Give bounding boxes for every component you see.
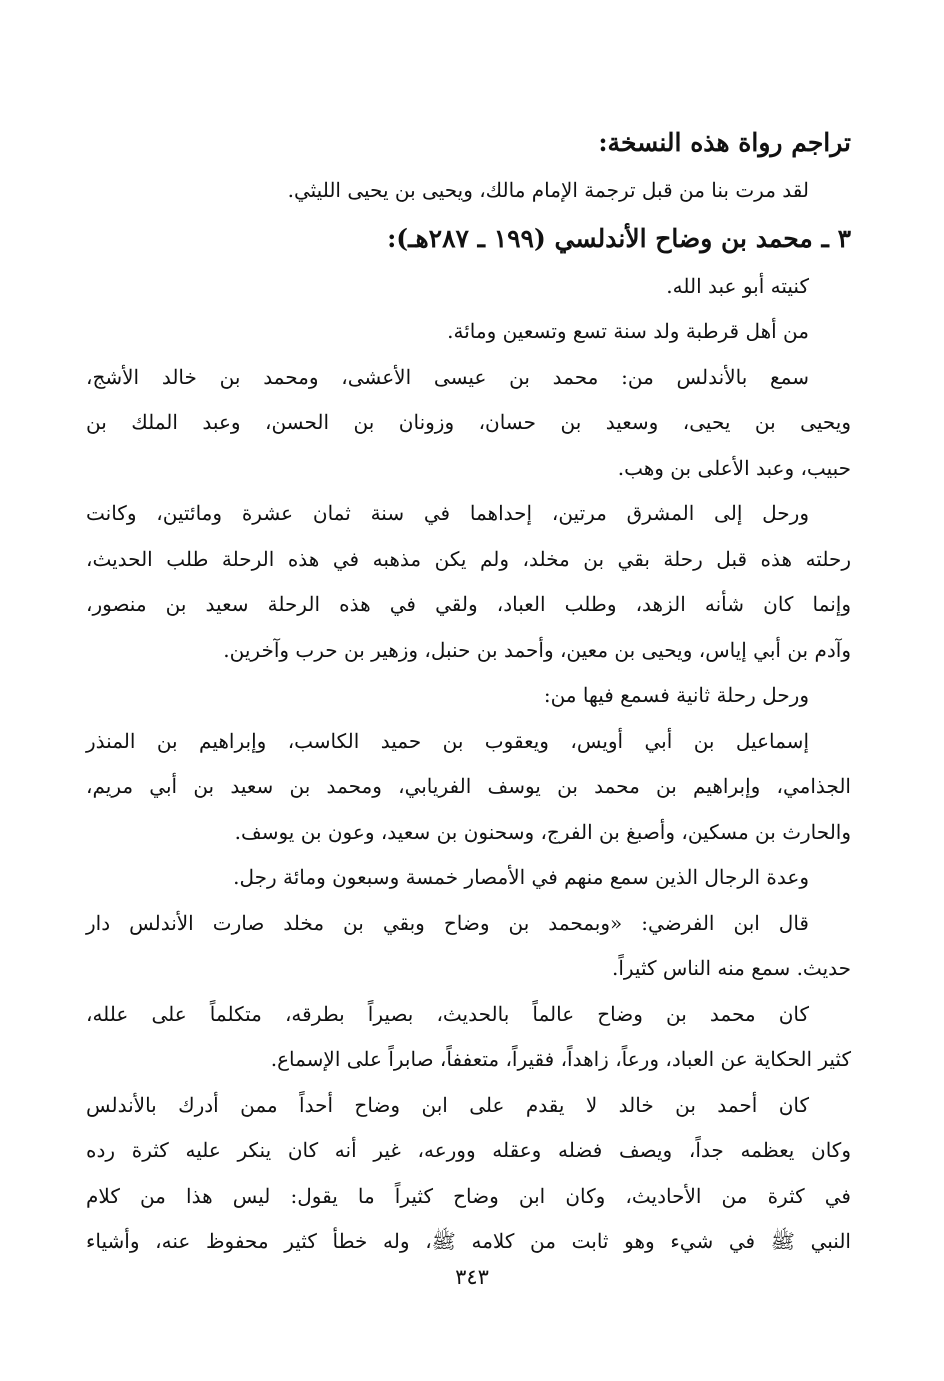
paragraph-line: والحارث بن مسكين، وأصبغ بن الفرج، وسحنون بن سعيد، وعون بن يوسف. bbox=[234, 819, 851, 844]
paragraph-line: كثير الحكاية عن العباد، ورعاً، زاهداً، فقيراً، متعففاً، صابراً على الإسماع. bbox=[270, 1047, 851, 1071]
entry-title: ٣ ـ محمد بن وضاح الأندلسي (١٩٩ ـ ٢٨٧هـ): bbox=[387, 223, 851, 253]
paragraph bbox=[86, 355, 851, 492]
paragraph-line: حبيب، وعبد الأعلى بن وهب. bbox=[617, 455, 851, 480]
paragraph-line: وإنما كان شأنه الزهد، وطلب العباد، ولقي في هذه الرحلة سعيد بن منصور، bbox=[86, 592, 851, 616]
paragraph bbox=[86, 491, 851, 673]
paragraph: وعدة الرجال الذين سمع منهم في الأمصار خمسة وسبعون ومائة رجل. bbox=[233, 865, 809, 889]
paragraph-line: وآدم بن أبي إياس، ويحيى بن معين، وأحمد بن حنبل، وزهير بن حرب وآخرين. bbox=[223, 637, 851, 662]
paragraph bbox=[86, 901, 851, 992]
paragraph-line: كان محمد بن وضاح عالماً بالحديث، بصيراً بطرقه، متكلماً على علله، bbox=[86, 1001, 809, 1026]
section-heading: تراجم رواة هذه النسخة: bbox=[598, 128, 851, 157]
page-body bbox=[86, 118, 851, 1265]
paragraph bbox=[86, 992, 851, 1083]
paragraph-line: قال ابن الفرضي: «وبمحمد بن وضاح وبقي بن مخلد صارت الأندلس دار bbox=[86, 910, 809, 935]
paragraph-line: إسماعيل بن أبي أويس، ويعقوب بن حميد الكاسب، وإبراهيم بن المنذر bbox=[86, 728, 809, 753]
paragraph-line: الجذامي، وإبراهيم بن محمد بن يوسف الفريابي، ومحمد بن سعيد بن أبي مريم، bbox=[86, 774, 851, 798]
paragraph-line: ورحل إلى المشرق مرتين، إحداهما في سنة ثمان عشرة ومائتين، وكانت bbox=[86, 501, 809, 525]
paragraphs bbox=[86, 264, 851, 1265]
paragraph: كنيته أبو عبد الله. bbox=[666, 273, 809, 298]
paragraph-line: النبي ﷺ في شيء وهو ثابت من كلامه ﷺ، وله خطأ كثير محفوظ عنه، وأشياء bbox=[86, 1229, 851, 1253]
paragraph-line: كان أحمد بن خالد لا يقدم على ابن وضاح أحداً ممن أدرك بالأندلس bbox=[86, 1092, 809, 1117]
paragraph bbox=[86, 719, 851, 856]
paragraph-line: في كثرة من الأحاديث، وكان ابن وضاح كثيراً ما يقول: ليس هذا من كلام bbox=[86, 1183, 851, 1208]
page-number: ٣٤٣ bbox=[455, 1265, 489, 1289]
paragraph-line: ويحيى بن يحيى، وسعيد بن حسان، وزونان بن الحسن، وعبد الملك بن bbox=[86, 410, 851, 434]
paragraph bbox=[86, 1083, 851, 1265]
paragraph-line: سمع بالأندلس من: محمد بن عيسى الأعشى، ومحمد بن خالد الأشج، bbox=[86, 364, 809, 389]
paragraph-line: رحلته هذه قبل رحلة بقي بن مخلد، ولم يكن مذهبه في هذه الرحلة طلب الحديث، bbox=[86, 546, 851, 571]
paragraph-line: وكان يعظمه جداً، ويصف فضله وعقله وورعه، غير أنه كان ينكر عليه كثرة رده bbox=[86, 1138, 851, 1162]
intro-line: لقد مرت بنا من قبل ترجمة الإمام مالك، ويحيى بن يحيى الليثي. bbox=[287, 178, 809, 202]
paragraph-line: حديث. سمع منه الناس كثيراً. bbox=[611, 956, 851, 980]
paragraph: ورحل رحلة ثانية فسمع فيها من: bbox=[543, 683, 809, 707]
paragraph: من أهل قرطبة ولد سنة تسع وتسعين ومائة. bbox=[447, 319, 809, 343]
